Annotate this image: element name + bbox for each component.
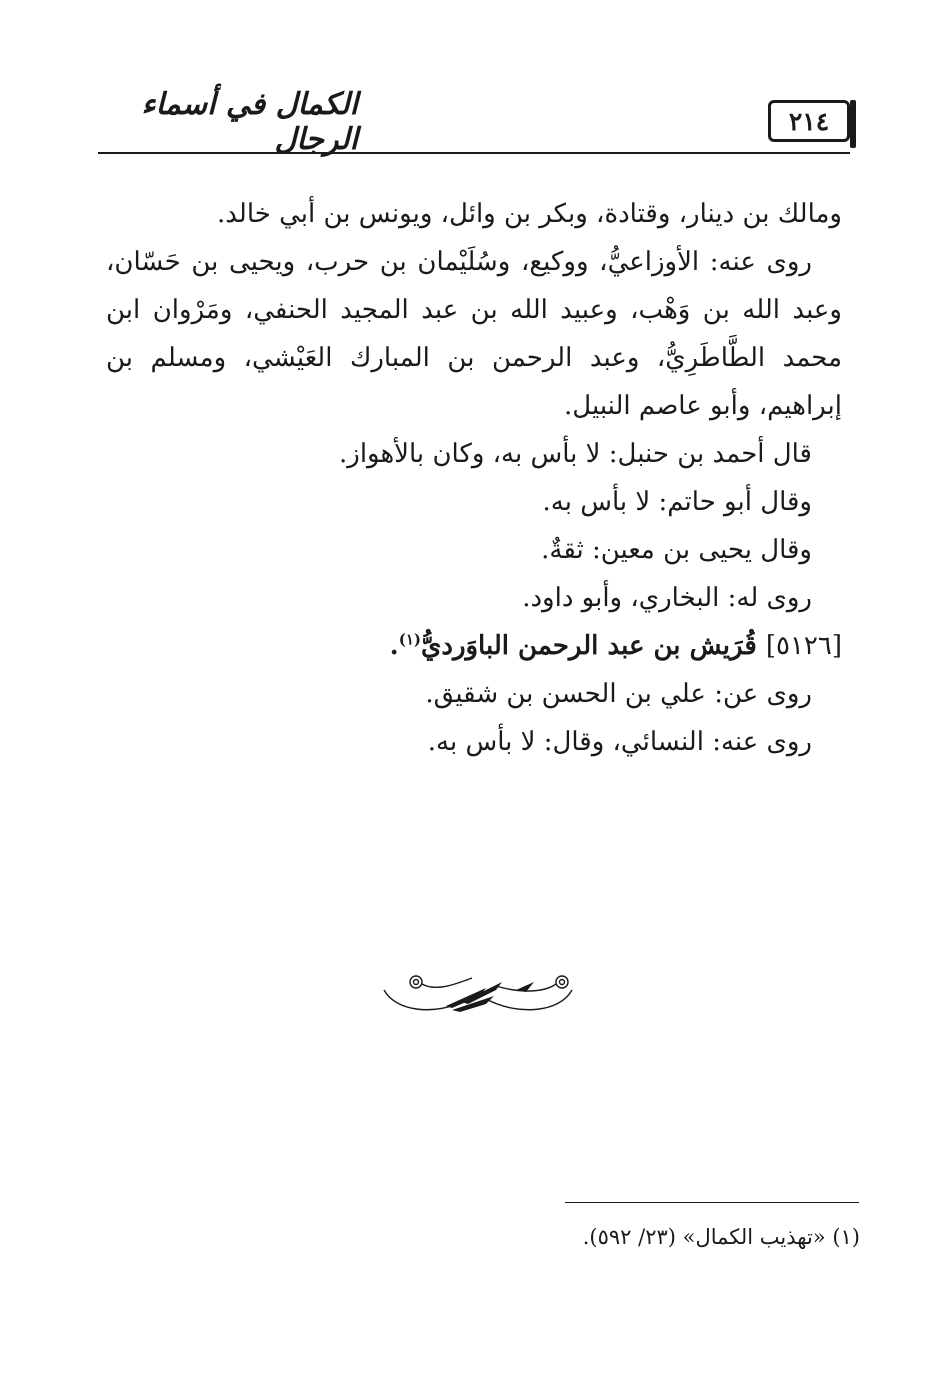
page-number: ٢١٤: [768, 100, 850, 142]
text-line: قال أحمد بن حنبل: لا بأس به، وكان بالأهواز.: [339, 439, 812, 469]
entry-heading: [106, 622, 842, 670]
main-text: [106, 190, 842, 766]
entry-name: قُرَيش بن عبد الرحمن الباوَرديُّ: [421, 631, 757, 661]
footnote-marker: (١): [398, 630, 422, 649]
entry-end: .: [389, 631, 399, 661]
page-header: [98, 87, 850, 158]
header-rule: [98, 152, 850, 154]
ornament-divider: [376, 972, 580, 1022]
text-line: وقال أبو حاتم: لا بأس به.: [542, 487, 812, 517]
footnote: (١) «تهذيب الكمال» (٢٣/ ٥٩٢).: [582, 1225, 860, 1249]
text-line: وقال يحيى بن معين: ثقةٌ.: [541, 535, 812, 565]
book-title: الكمال في أسماء الرجال: [141, 87, 358, 157]
text-line: روى عنه: النسائي، وقال: لا بأس به.: [427, 727, 812, 757]
entry-number: [٥١٢٦]: [765, 631, 842, 661]
narrators-paragraph: روى عنه: الأوزاعيُّ، ووكيع، وسُلَيْمان بن حرب، ويحيى بن حَسّان، وعبد الله بن وَهْب، وعبيد الله بن عبد المجيد الحنفي، ومَرْوان ابن محمد الطَّاطَرِيُّ، وعبد الرحمن بن المبارك العَيْشي، ومسلم بن إبراهيم، وأبو عاصم النبيل.: [106, 247, 842, 421]
text-line: روى عن: علي بن الحسن بن شقيق.: [425, 679, 812, 709]
text-line: ومالك بن دينار، وقتادة، وبكر بن وائل، ويونس بن أبي خالد.: [216, 199, 842, 229]
footnote-rule: [565, 1202, 859, 1203]
text-line: روى له: البخاري، وأبو داود.: [522, 583, 812, 613]
